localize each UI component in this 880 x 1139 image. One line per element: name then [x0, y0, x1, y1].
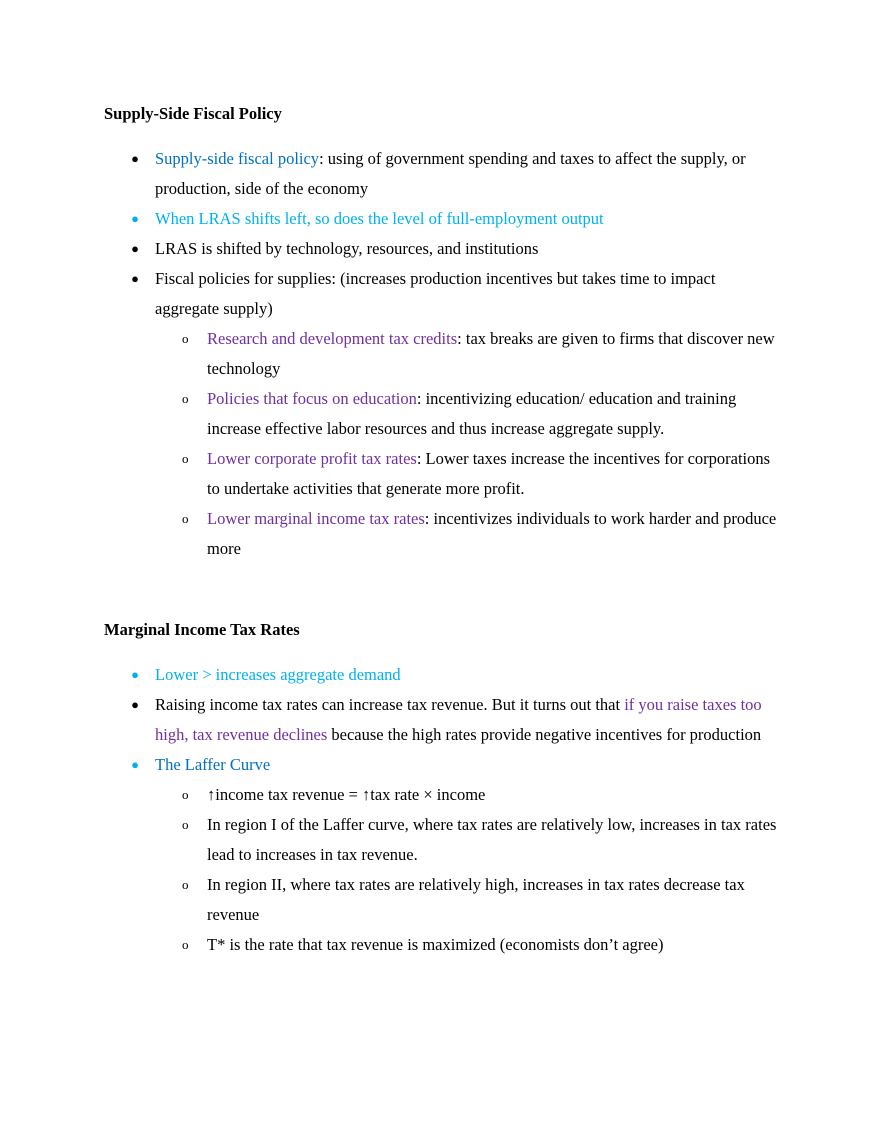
definition-text: : Lower taxes increase the incentives for corporations to undertake activities that generate more profit.: [207, 449, 771, 498]
circle-bullet-icon: o: [182, 391, 189, 406]
bullet-icon: ●: [131, 241, 139, 256]
negative-incentives-text: because the high rates provide negative incentives for production: [327, 725, 762, 744]
term-rd-tax-credits: Research and development tax credits: [207, 329, 458, 348]
bullet-icon: ●: [131, 667, 139, 682]
fiscal-policies-sublist: [0, 324, 780, 564]
sub-list-item: [155, 780, 780, 810]
bullet-icon: ●: [131, 697, 139, 712]
list-item: [0, 234, 880, 264]
circle-bullet-icon: o: [182, 451, 189, 466]
sub-list-item: [155, 324, 780, 384]
sub-list-item: [155, 504, 780, 564]
sub-list-item: [155, 444, 780, 504]
circle-bullet-icon: o: [182, 511, 189, 526]
sub-list-item: [155, 384, 780, 444]
lras-shift-text: When LRAS shifts left, so does the level of full-employment output: [155, 209, 604, 228]
tax-revenue-formula: ↑income tax revenue = ↑tax rate × income: [207, 785, 486, 804]
lras-factors-text: LRAS is shifted by technology, resources, and institutions: [155, 239, 539, 258]
term-supply-side-fiscal-policy: Supply-side fiscal policy: [155, 149, 320, 168]
definition-text: : tax breaks are given to firms that discover new technology: [207, 329, 775, 378]
bullet-icon: ●: [131, 151, 139, 166]
definition-text: : incentivizing education/ education and training increase effective labor resources and thus increase aggregate supply.: [207, 389, 737, 438]
sub-list-item: [155, 930, 780, 960]
term-education-policies: Policies that focus on education: [207, 389, 417, 408]
fiscal-policies-text: Fiscal policies for supplies: (increases production incentives but takes time to impact aggregate supply): [155, 269, 716, 318]
laffer-curve-sublist: [0, 780, 780, 960]
bullet-icon: ●: [131, 757, 139, 772]
term-laffer-curve: The Laffer Curve: [155, 755, 271, 774]
list-item: [0, 750, 880, 960]
definition-text: : using of government spending and taxes to affect the supply, or production, side of the economy: [155, 149, 746, 198]
term-corporate-tax-rates: Lower corporate profit tax rates: [207, 449, 417, 468]
circle-bullet-icon: o: [182, 787, 189, 802]
list-item: [0, 690, 880, 750]
region-one-text: In region I of the Laffer curve, where tax rates are relatively low, increases in tax rates lead to increases in tax revenue.: [207, 815, 777, 864]
bullet-icon: ●: [131, 211, 139, 226]
t-star-text: T* is the rate that tax revenue is maximized (economists don’t agree): [207, 935, 664, 954]
sub-list-item: [155, 810, 780, 870]
raising-rates-text: Raising income tax rates can increase tax revenue. But it turns out that: [155, 695, 625, 714]
circle-bullet-icon: o: [182, 877, 189, 892]
list-item: [0, 264, 880, 564]
list-item: [0, 660, 880, 690]
circle-bullet-icon: o: [182, 937, 189, 952]
region-two-text: In region II, where tax rates are relatively high, increases in tax rates decrease tax revenue: [207, 875, 745, 924]
sub-list-item: [155, 870, 780, 930]
lower-rates-text: Lower > increases aggregate demand: [155, 665, 401, 684]
definition-text: : incentivizes individuals to work harder and produce more: [207, 509, 777, 558]
bullet-icon: ●: [131, 271, 139, 286]
supply-side-list: [0, 144, 880, 564]
section-heading-supply-side: Supply-Side Fiscal Policy: [104, 104, 282, 123]
circle-bullet-icon: o: [182, 817, 189, 832]
section-heading-marginal-income-tax: Marginal Income Tax Rates: [104, 620, 300, 639]
list-item: [0, 144, 880, 204]
term-marginal-income-tax-rates: Lower marginal income tax rates: [207, 509, 425, 528]
list-item: [0, 204, 880, 234]
marginal-tax-list: [0, 660, 880, 960]
tax-revenue-declines-highlight: if you raise taxes too high, tax revenue declines: [155, 695, 762, 744]
circle-bullet-icon: o: [182, 331, 189, 346]
